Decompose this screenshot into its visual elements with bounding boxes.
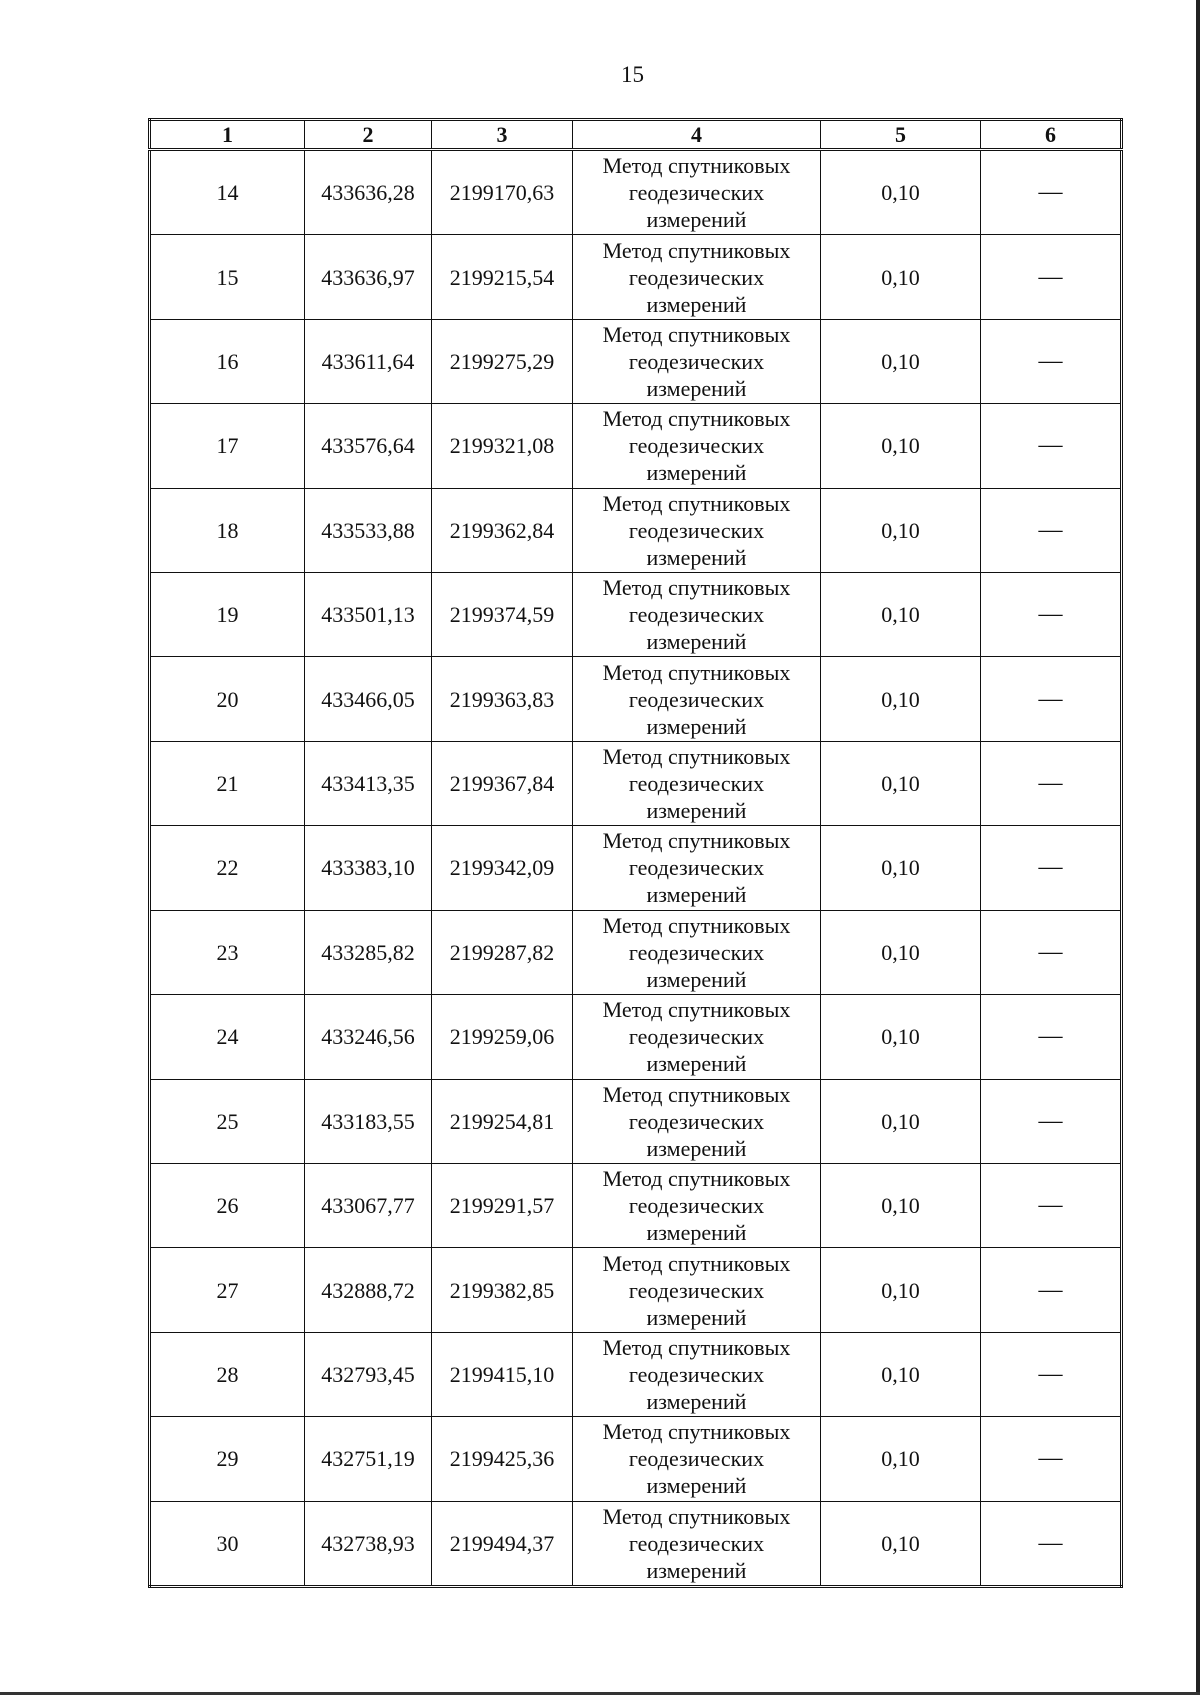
x-coordinate-cell: 432793,45 (305, 1332, 432, 1416)
accuracy-cell: 0,10 (821, 150, 981, 235)
note-cell: — (981, 657, 1122, 741)
method-cell (573, 910, 821, 994)
table-row (150, 1332, 1122, 1416)
method-text-line: Метод спутниковых (602, 1503, 791, 1529)
x-coordinate-cell: 432888,72 (305, 1248, 432, 1332)
table-row (150, 741, 1122, 825)
note-cell: — (981, 1079, 1122, 1163)
method-text-line: Метод спутниковых (602, 1081, 791, 1107)
method-text-line: измерений (646, 629, 747, 655)
accuracy-cell: 0,10 (821, 319, 981, 403)
point-number-cell: 22 (150, 826, 305, 910)
method-text-line: геодезических (628, 180, 765, 206)
accuracy-cell: 0,10 (821, 995, 981, 1079)
method-text-line: измерений (646, 798, 747, 824)
method-text-line: Метод спутниковых (602, 912, 791, 938)
method-text-line: геодезических (628, 1361, 765, 1387)
note-cell: — (981, 488, 1122, 572)
method-text-line: измерений (646, 1220, 747, 1246)
x-coordinate-cell: 433067,77 (305, 1163, 432, 1247)
method-text-line: Метод спутниковых (602, 828, 791, 854)
column-header: 1 (150, 120, 305, 150)
table-row (150, 1501, 1122, 1586)
method-text-line: геодезических (628, 686, 765, 712)
accuracy-cell: 0,10 (821, 573, 981, 657)
accuracy-cell: 0,10 (821, 1163, 981, 1247)
method-text-line: геодезических (628, 517, 765, 543)
point-number-cell: 21 (150, 741, 305, 825)
method-text-line: Метод спутниковых (602, 406, 791, 432)
method-text-line: измерений (646, 1388, 747, 1414)
method-text-line: Метод спутниковых (602, 237, 791, 263)
accuracy-cell: 0,10 (821, 1248, 981, 1332)
point-number-cell: 29 (150, 1417, 305, 1501)
method-cell (573, 404, 821, 488)
table-row (150, 404, 1122, 488)
x-coordinate-cell: 433576,64 (305, 404, 432, 488)
point-number-cell: 26 (150, 1163, 305, 1247)
table-row (150, 657, 1122, 741)
header-row (150, 120, 1122, 150)
method-cell (573, 319, 821, 403)
method-cell (573, 657, 821, 741)
accuracy-cell: 0,10 (821, 235, 981, 319)
note-cell: — (981, 573, 1122, 657)
coordinates-table (148, 118, 1123, 1588)
column-header: 6 (981, 120, 1122, 150)
method-cell (573, 1332, 821, 1416)
method-text-line: измерений (646, 1557, 747, 1583)
method-text-line: геодезических (628, 939, 765, 965)
accuracy-cell: 0,10 (821, 404, 981, 488)
method-text-line: измерений (646, 544, 747, 570)
accuracy-cell: 0,10 (821, 741, 981, 825)
y-coordinate-cell: 2199321,08 (432, 404, 573, 488)
point-number-cell: 15 (150, 235, 305, 319)
note-cell: — (981, 404, 1122, 488)
method-text-line: измерений (646, 291, 747, 317)
table-row (150, 235, 1122, 319)
note-cell: — (981, 826, 1122, 910)
x-coordinate-cell: 432751,19 (305, 1417, 432, 1501)
y-coordinate-cell: 2199362,84 (432, 488, 573, 572)
method-text-line: Метод спутниковых (602, 1419, 791, 1445)
page-number: 15 (621, 62, 644, 87)
method-cell (573, 1079, 821, 1163)
table-row (150, 150, 1122, 235)
method-text-line: измерений (646, 207, 747, 233)
y-coordinate-cell: 2199367,84 (432, 741, 573, 825)
table-row (150, 1417, 1122, 1501)
y-coordinate-cell: 2199363,83 (432, 657, 573, 741)
method-text-line: геодезических (628, 433, 765, 459)
x-coordinate-cell: 433413,35 (305, 741, 432, 825)
method-text-line: измерений (646, 1304, 747, 1330)
y-coordinate-cell: 2199494,37 (432, 1501, 573, 1586)
point-number-cell: 17 (150, 404, 305, 488)
note-cell: — (981, 1248, 1122, 1332)
table-row (150, 488, 1122, 572)
table-row (150, 826, 1122, 910)
table-row (150, 995, 1122, 1079)
method-cell (573, 1163, 821, 1247)
method-cell (573, 1417, 821, 1501)
method-text-line: геодезических (628, 349, 765, 375)
x-coordinate-cell: 433636,97 (305, 235, 432, 319)
point-number-cell: 28 (150, 1332, 305, 1416)
method-cell (573, 1248, 821, 1332)
method-text-line: геодезических (628, 1446, 765, 1472)
method-text-line: Метод спутниковых (602, 153, 791, 179)
method-text-line: геодезических (628, 1277, 765, 1303)
x-coordinate-cell: 433501,13 (305, 573, 432, 657)
method-text-line: геодезических (628, 1108, 765, 1134)
y-coordinate-cell: 2199415,10 (432, 1332, 573, 1416)
x-coordinate-cell: 433383,10 (305, 826, 432, 910)
accuracy-cell: 0,10 (821, 1501, 981, 1586)
method-text-line: геодезических (628, 1193, 765, 1219)
point-number-cell: 30 (150, 1501, 305, 1586)
x-coordinate-cell: 433636,28 (305, 150, 432, 235)
y-coordinate-cell: 2199382,85 (432, 1248, 573, 1332)
method-text-line: измерений (646, 1051, 747, 1077)
method-text-line: измерений (646, 376, 747, 402)
table-row (150, 910, 1122, 994)
method-text-line: Метод спутниковых (602, 659, 791, 685)
method-text-line: Метод спутниковых (602, 322, 791, 348)
y-coordinate-cell: 2199287,82 (432, 910, 573, 994)
y-coordinate-cell: 2199425,36 (432, 1417, 573, 1501)
accuracy-cell: 0,10 (821, 1079, 981, 1163)
method-text-line: геодезических (628, 771, 765, 797)
method-text-line: Метод спутниковых (602, 1250, 791, 1276)
y-coordinate-cell: 2199259,06 (432, 995, 573, 1079)
method-cell (573, 741, 821, 825)
accuracy-cell: 0,10 (821, 657, 981, 741)
point-number-cell: 23 (150, 910, 305, 994)
table-header (150, 120, 1122, 150)
table-row (150, 1248, 1122, 1332)
y-coordinate-cell: 2199374,59 (432, 573, 573, 657)
column-header: 4 (573, 120, 821, 150)
method-text-line: геодезических (628, 602, 765, 628)
method-text-line: Метод спутниковых (602, 490, 791, 516)
method-cell (573, 150, 821, 235)
table-row (150, 1163, 1122, 1247)
note-cell: — (981, 741, 1122, 825)
note-cell: — (981, 150, 1122, 235)
method-text-line: измерений (646, 1473, 747, 1499)
point-number-cell: 18 (150, 488, 305, 572)
note-cell: — (981, 1417, 1122, 1501)
page-edge-right (1196, 0, 1200, 1695)
y-coordinate-cell: 2199275,29 (432, 319, 573, 403)
note-cell: — (981, 1501, 1122, 1586)
method-text-line: Метод спутниковых (602, 997, 791, 1023)
y-coordinate-cell: 2199254,81 (432, 1079, 573, 1163)
method-text-line: Метод спутниковых (602, 575, 791, 601)
method-text-line: измерений (646, 882, 747, 908)
note-cell: — (981, 1163, 1122, 1247)
y-coordinate-cell: 2199342,09 (432, 826, 573, 910)
x-coordinate-cell: 433183,55 (305, 1079, 432, 1163)
accuracy-cell: 0,10 (821, 488, 981, 572)
accuracy-cell: 0,10 (821, 910, 981, 994)
y-coordinate-cell: 2199170,63 (432, 150, 573, 235)
method-text-line: Метод спутниковых (602, 744, 791, 770)
x-coordinate-cell: 433533,88 (305, 488, 432, 572)
accuracy-cell: 0,10 (821, 826, 981, 910)
table-row (150, 573, 1122, 657)
point-number-cell: 14 (150, 150, 305, 235)
column-header: 2 (305, 120, 432, 150)
point-number-cell: 25 (150, 1079, 305, 1163)
method-cell (573, 573, 821, 657)
method-cell (573, 235, 821, 319)
point-number-cell: 16 (150, 319, 305, 403)
column-header: 5 (821, 120, 981, 150)
y-coordinate-cell: 2199291,57 (432, 1163, 573, 1247)
x-coordinate-cell: 433285,82 (305, 910, 432, 994)
note-cell: — (981, 319, 1122, 403)
x-coordinate-cell: 433246,56 (305, 995, 432, 1079)
method-cell (573, 1501, 821, 1586)
note-cell: — (981, 995, 1122, 1079)
point-number-cell: 27 (150, 1248, 305, 1332)
method-text-line: Метод спутниковых (602, 1334, 791, 1360)
x-coordinate-cell: 433611,64 (305, 319, 432, 403)
method-text-line: геодезических (628, 1024, 765, 1050)
x-coordinate-cell: 432738,93 (305, 1501, 432, 1586)
method-text-line: геодезических (628, 1530, 765, 1556)
method-cell (573, 488, 821, 572)
note-cell: — (981, 235, 1122, 319)
table-body (150, 150, 1122, 1587)
note-cell: — (981, 910, 1122, 994)
method-text-line: измерений (646, 713, 747, 739)
method-text-line: измерений (646, 966, 747, 992)
point-number-cell: 19 (150, 573, 305, 657)
accuracy-cell: 0,10 (821, 1417, 981, 1501)
method-cell (573, 995, 821, 1079)
method-text-line: измерений (646, 460, 747, 486)
point-number-cell: 24 (150, 995, 305, 1079)
method-cell (573, 826, 821, 910)
method-text-line: геодезических (628, 855, 765, 881)
method-text-line: геодезических (628, 264, 765, 290)
note-cell: — (981, 1332, 1122, 1416)
point-number-cell: 20 (150, 657, 305, 741)
table-row (150, 319, 1122, 403)
method-text-line: Метод спутниковых (602, 1166, 791, 1192)
y-coordinate-cell: 2199215,54 (432, 235, 573, 319)
column-header: 3 (432, 120, 573, 150)
x-coordinate-cell: 433466,05 (305, 657, 432, 741)
accuracy-cell: 0,10 (821, 1332, 981, 1416)
method-text-line: измерений (646, 1135, 747, 1161)
table-row (150, 1079, 1122, 1163)
